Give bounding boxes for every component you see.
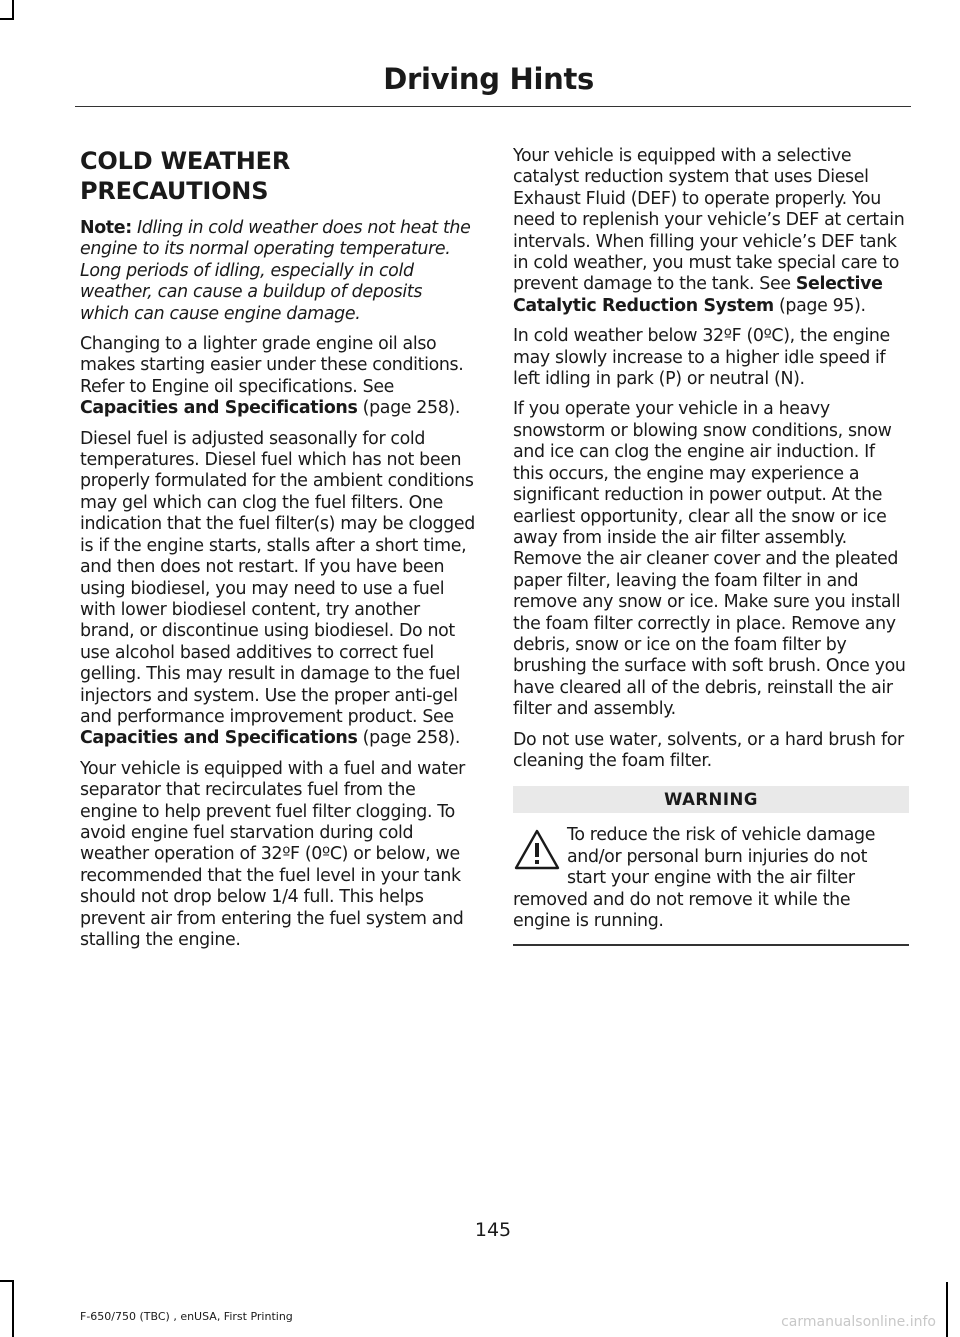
capacities-link[interactable]: Capacities and Specifications <box>80 398 358 419</box>
watermark: carmanualsonline.info <box>781 1314 936 1330</box>
oil-paragraph <box>80 334 476 420</box>
def-paragraph <box>513 146 909 317</box>
separator-paragraph: Your vehicle is equipped with a fuel and water separator that recirculates fuel from the engine to help prevent fuel filter clogging. To avoid engine fuel starvation during cold weather operation of 32ºF (0ºC) or below, we recommended that the fuel level in your tank should not drop below 1/4 full. This helps prevent air from entering the fuel system and stalling the engine. <box>80 758 465 950</box>
diesel-text: Diesel fuel is adjusted seasonally for cold temperatures. Diesel fuel which has not been properly formulated for the ambient conditions may gel which can clog the fuel filters. One indication that the fuel filter(s) may be clogged is if the engine starts, stalls after a short time, and then does not restart. If you have been using biodiesel, you may need to use a fuel with lower biodiesel content, try another brand, or discontinue using biodiesel. Do not use alcohol based additives to correct fuel gelling. This may result in damage to the fuel injectors and system. Use the proper anti-gel and performance improvement product. See <box>80 428 475 727</box>
crop-mark <box>12 0 14 20</box>
warning-box <box>513 825 909 932</box>
capacities-link[interactable]: Capacities and Specifications <box>80 728 358 749</box>
note-text: Idling in cold weather does not heat the engine to its normal operating temperature. Long periods of idling, especially in cold weather, can cause a buildup of deposits which can cause engine damage. <box>80 218 471 324</box>
note-label: Note: <box>80 218 132 238</box>
crop-mark <box>0 1280 14 1282</box>
crop-mark <box>0 18 14 20</box>
page-section-title: Driving Hints <box>383 62 594 96</box>
warning-divider <box>513 944 909 946</box>
edition-footer: F-650/750 (TBC) , enUSA, First Printing <box>80 1310 293 1323</box>
warning-triangle-icon <box>513 828 561 872</box>
section-heading-line1: COLD WEATHER <box>80 147 291 175</box>
crop-mark <box>12 1280 14 1337</box>
diesel-page-ref: (page 258). <box>357 728 461 749</box>
scr-system-link[interactable]: Selective Catalytic Reduction System <box>513 274 883 316</box>
oil-text: Changing to a lighter grade engine oil also makes starting easier under these conditions. Refer to Engine oil specifications. See <box>80 334 464 397</box>
right-column <box>513 146 909 946</box>
section-heading <box>80 146 476 206</box>
def-text: Your vehicle is equipped with a selective catalyst reduction system that uses Diesel Exhaust Fluid (DEF) to operate properly. You need to replenish your vehicle’s DEF at certain intervals. When filling your vehicle’s DEF tank in cold weather, you must take special care to prevent damage to the tank. See <box>513 146 905 295</box>
warning-header: WARNING <box>513 786 909 813</box>
def-page-ref: (page 95). <box>773 295 866 316</box>
warning-text: To reduce the risk of vehicle damage and/or personal burn injuries do not start your engine with the air filter removed and do not remove it while the engine is running. <box>513 825 876 931</box>
left-column <box>80 146 476 960</box>
foam-paragraph: Do not use water, solvents, or a hard brush for cleaning the foam filter. <box>513 729 904 771</box>
crop-mark <box>946 1282 948 1337</box>
note-paragraph <box>80 218 476 325</box>
page-number: 145 <box>474 1219 512 1241</box>
section-heading-line2: PRECAUTIONS <box>80 177 269 205</box>
snow-paragraph: If you operate your vehicle in a heavy snowstorm or blowing snow conditions, snow and ice can clog the engine air induction. If this occurs, the engine may experience a significant reduction in power output. At the earliest opportunity, clear all the snow or ice away from inside the air filter assembly. Remove the air cleaner cover and the pleated paper filter, leaving the foam filter in and remove any snow or ice. Make sure you install the foam filter correctly in place. Remove any debris, snow or ice on the foam filter by brushing the surface with soft brush. Once you have cleared all of the debris, reinstall the air filter and assembly. <box>513 399 906 720</box>
diesel-paragraph <box>80 429 476 750</box>
idle-paragraph: In cold weather below 32ºF (0ºC), the engine may slowly increase to a higher idle speed if left idling in park (P) or neutral (N). <box>513 326 890 390</box>
header-divider <box>75 106 911 107</box>
oil-page-ref: (page 258). <box>357 398 461 419</box>
